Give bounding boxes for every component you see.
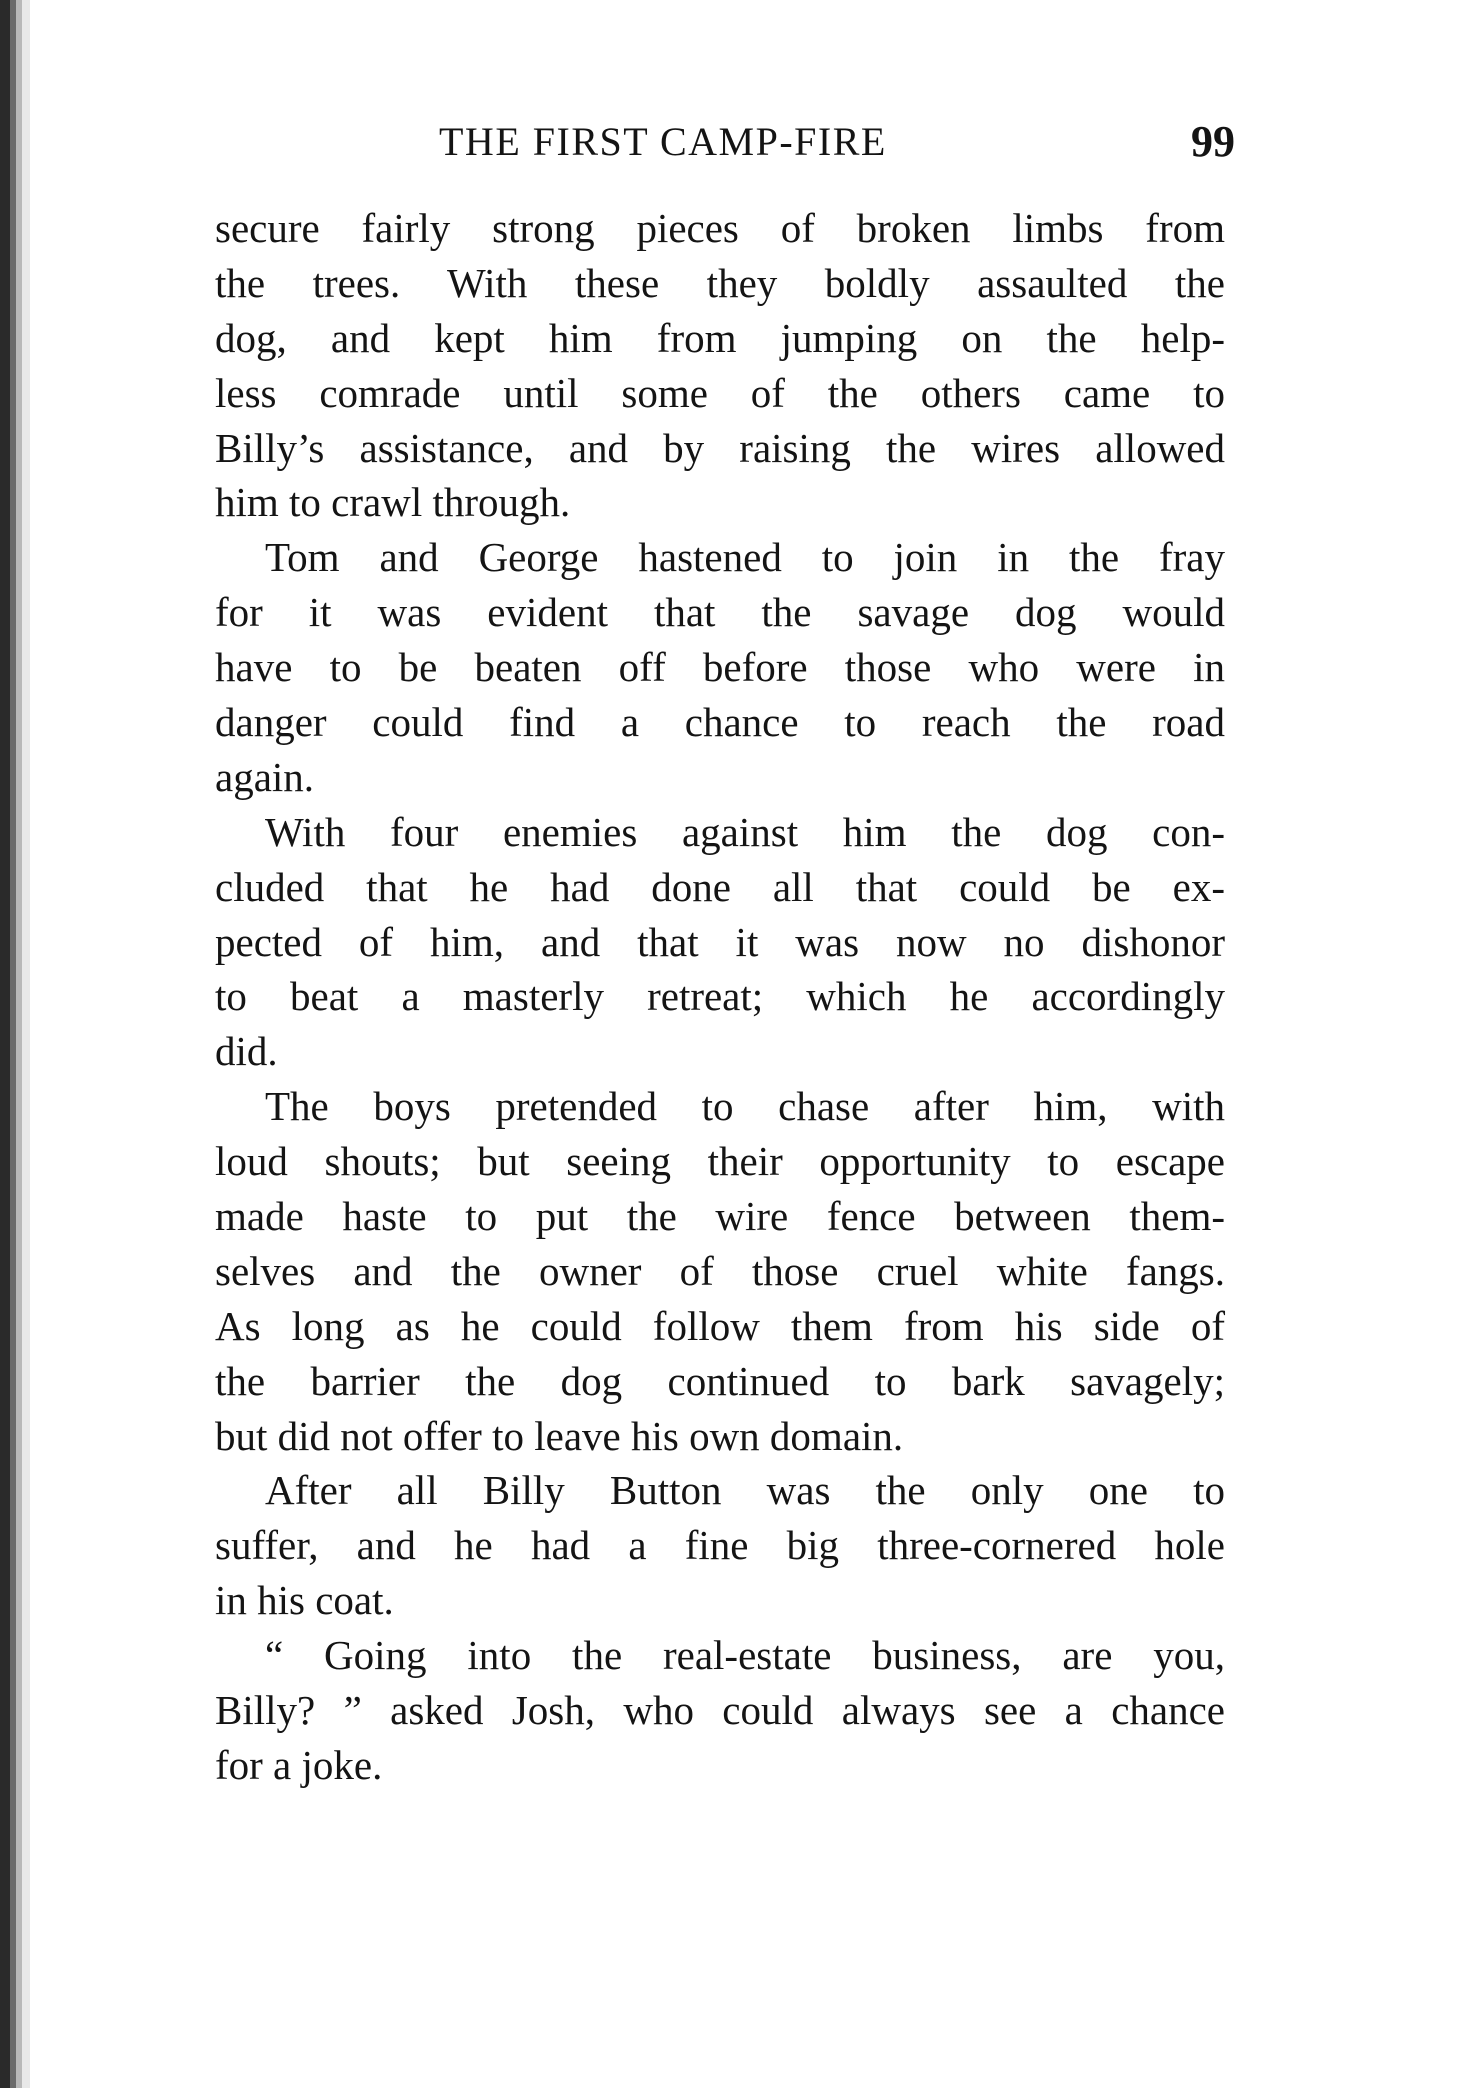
text-line: cluded that he had done all that could be ex- — [215, 863, 1225, 910]
text-line: the trees. With these they boldly assaulted the — [215, 259, 1225, 306]
text-line: have to be beaten off before those who were in — [215, 644, 1225, 691]
text-line: but did not offer to leave his own domain. — [215, 1412, 904, 1459]
text-line: loud shouts; but seeing their opportunity to escape — [215, 1138, 1225, 1185]
text-line: selves and the owner of those cruel white fangs. — [215, 1247, 1225, 1294]
text-line: for a joke. — [215, 1741, 383, 1788]
text-line: in his coat. — [215, 1577, 394, 1624]
body-text — [215, 201, 1225, 1793]
paragraph-start-line: The boys pretended to chase after him, with — [265, 1083, 1225, 1130]
paragraph-start-line: Tom and George hastened to join in the fray — [265, 534, 1225, 581]
page-number: 99 — [1191, 117, 1235, 166]
text-line: him to crawl through. — [215, 479, 571, 526]
text-line: made haste to put the wire fence between them- — [215, 1193, 1225, 1240]
text-line: to beat a masterly retreat; which he accordingly — [215, 973, 1225, 1020]
text-line: again. — [215, 753, 315, 800]
text-line: dog, and kept him from jumping on the help- — [215, 314, 1225, 361]
text-line: the barrier the dog continued to bark savagely; — [215, 1357, 1225, 1404]
paragraph-start-line: After all Billy Button was the only one to — [265, 1467, 1225, 1514]
paragraph-start-line: “ Going into the real-estate business, are you, — [265, 1632, 1225, 1679]
text-line: Billy? ” asked Josh, who could always see a chance — [215, 1687, 1225, 1734]
page-header — [215, 112, 1235, 172]
text-line: Billy’s assistance, and by raising the wires allowed — [215, 424, 1225, 471]
text-line: As long as he could follow them from his side of — [215, 1302, 1225, 1349]
text-line: did. — [215, 1028, 278, 1075]
text-line: danger could find a chance to reach the road — [215, 699, 1225, 746]
text-line: pected of him, and that it was now no dishonor — [215, 918, 1225, 965]
text-line: secure fairly strong pieces of broken limbs from — [215, 205, 1225, 251]
text-line: suffer, and he had a fine big three-cornered hole — [215, 1522, 1225, 1569]
text-line: less comrade until some of the others came to — [215, 369, 1225, 416]
text-line: for it was evident that the savage dog would — [215, 589, 1225, 636]
paragraph-start-line: With four enemies against him the dog con- — [265, 808, 1225, 855]
binding-shadow — [0, 0, 30, 2088]
running-head: THE FIRST CAMP-FIRE — [439, 119, 887, 164]
